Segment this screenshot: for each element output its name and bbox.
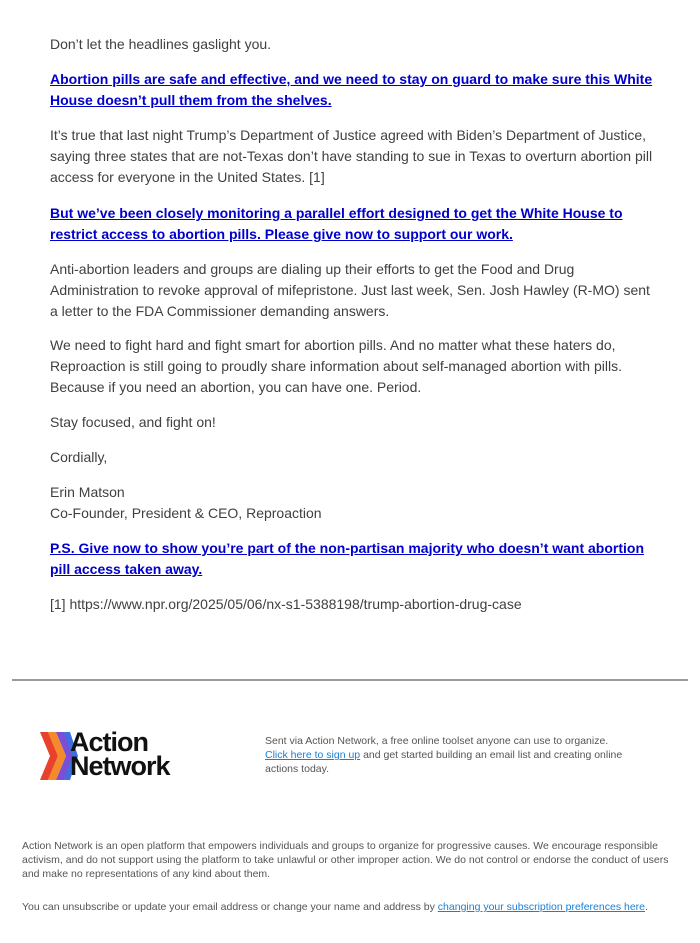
footer-divider xyxy=(12,679,688,681)
logo-wordmark xyxy=(70,727,170,781)
signer-name: Erin Matson xyxy=(50,484,125,500)
logo-line-2: Network xyxy=(70,751,170,781)
unsub-suffix: . xyxy=(645,901,648,913)
paragraph-2: Anti-abortion leaders and groups are dialing up their efforts to get the Food and Drug Administration to revoke approval of mifepristone. Just last week, Sen. Josh Hawley (R-MO) sent a letter to the FDA Commissioner demanding answers. xyxy=(50,261,650,319)
paragraph-3: We need to fight hard and fight smart for abortion pills. And no matter what these haters do, Reproaction is still going to proudly share information about self-managed abortion with pills. Because if you need an abortion, you can have one. Period. xyxy=(50,337,622,395)
unsubscribe-text xyxy=(22,900,682,914)
cta-link-1[interactable]: Abortion pills are safe and effective, and we need to stay on guard to make sure this White House doesn’t pull them from the shelves. xyxy=(50,71,653,108)
ps-link-wrapper xyxy=(50,538,660,580)
sent-via-text xyxy=(265,734,645,776)
legal-text: Action Network is an open platform that empowers individuals and groups to organize for progressive causes. We encourage responsible activism, and do not support using the platform to take unlawful or other improper action. We do not control or endorse the conduct of users and make no representations of any kind about them. xyxy=(22,840,669,880)
logo-line-1: Action xyxy=(70,727,148,757)
cta-link-2-wrapper xyxy=(50,203,660,245)
signoff-text: Cordially, xyxy=(50,449,108,465)
ps-link[interactable]: P.S. Give now to show you’re part of the non-partisan majority who doesn’t want abortion pill access taken away. xyxy=(50,540,645,577)
footnote: [1] https://www.npr.org/2025/05/06/nx-s1-5388198/trump-abortion-drug-case xyxy=(50,596,522,612)
cta-link-1-wrapper xyxy=(50,69,660,111)
closing-text: Stay focused, and fight on! xyxy=(50,414,216,430)
intro-text: Don’t let the headlines gaslight you. xyxy=(50,36,272,52)
signer-title: Co-Founder, President & CEO, Reproaction xyxy=(50,505,322,521)
unsub-prefix: You can unsubscribe or update your email address or change your name and address by xyxy=(22,901,435,913)
cta-link-2[interactable]: But we’ve been closely monitoring a parallel effort designed to get the White House to restrict access to abortion pills. Please give now to support our work. xyxy=(50,205,623,242)
sent-prefix: Sent via Action Network, a free online toolset anyone can use to organize. xyxy=(265,735,609,747)
sent-suffix: and get started building an email list and creating online actions today. xyxy=(265,749,623,775)
paragraph-1: It’s true that last night Trump’s Department of Justice agreed with Biden’s Department of Justice, saying three states that are not-Texas don’t have standing to sue in Texas to overturn abortion pill access for everyone in the United States. [1] xyxy=(50,127,653,185)
signup-link[interactable]: Click here to sign up xyxy=(265,749,361,761)
subscription-preferences-link[interactable]: changing your subscription preferences here xyxy=(437,901,646,913)
